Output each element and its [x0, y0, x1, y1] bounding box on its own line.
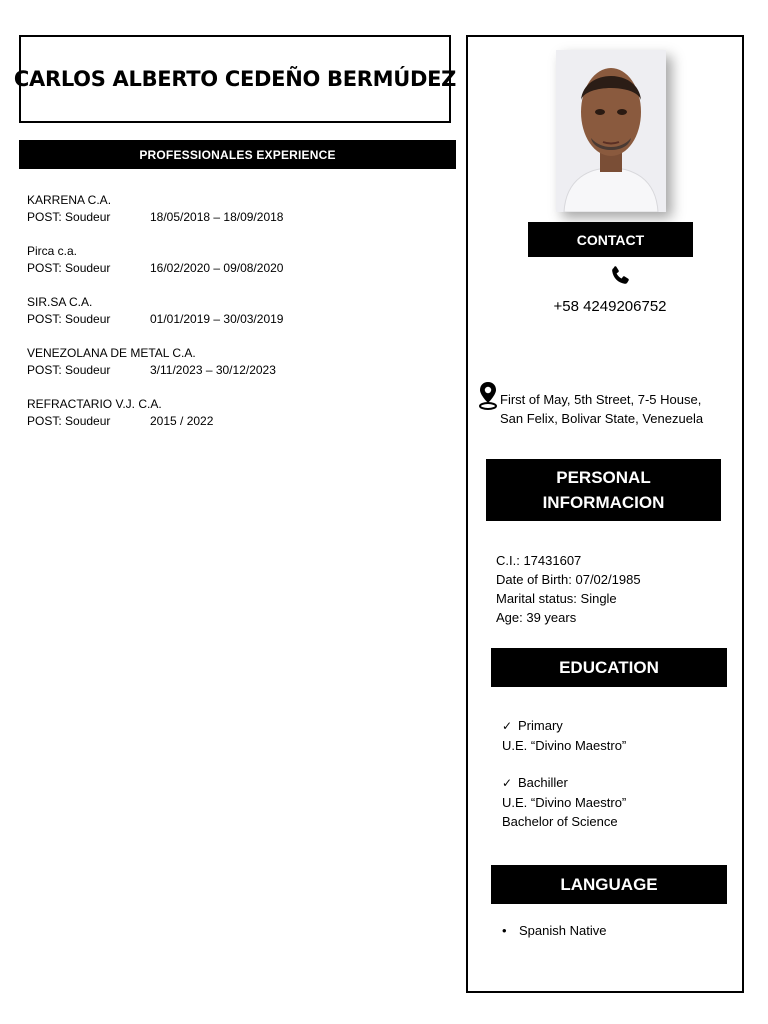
job-dates: 3/11/2023 – 30/12/2023	[150, 363, 276, 377]
job-company: KARRENA C.A.	[27, 193, 112, 207]
education-list	[502, 716, 626, 849]
language-heading: LANGUAGE	[491, 865, 727, 904]
job-company: REFRACTARIO V.J. C.A.	[27, 397, 162, 411]
education-item	[502, 773, 626, 831]
id-number: C.I.: 17431607	[496, 553, 582, 568]
language-item	[502, 923, 606, 938]
heading-line: INFORMACION	[542, 493, 665, 512]
address-line: San Felix, Bolivar State, Venezuela	[500, 411, 704, 426]
job-post: POST: Soudeur	[27, 261, 111, 275]
job-entry	[27, 192, 447, 226]
education-school: U.E. “Divino Maestro”	[502, 738, 627, 753]
education-level: Bachiller	[518, 775, 568, 790]
job-dates: 2015 / 2022	[150, 414, 214, 428]
language-name: Spanish Native	[519, 923, 607, 938]
date-of-birth: Date of Birth: 07/02/1985	[496, 572, 641, 587]
map-pin-icon	[478, 381, 498, 411]
contact-heading: CONTACT	[528, 222, 693, 257]
experience-list	[27, 192, 447, 447]
job-dates: 01/01/2019 – 30/03/2019	[150, 312, 284, 326]
bullet-icon: •	[502, 923, 507, 938]
job-post: POST: Soudeur	[27, 363, 111, 377]
job-post: POST: Soudeur	[27, 414, 111, 428]
job-company: Pirca c.a.	[27, 244, 78, 258]
education-degree: Bachelor of Science	[502, 814, 618, 829]
job-post: POST: Soudeur	[27, 312, 111, 326]
job-company: SIR.SA C.A.	[27, 295, 93, 309]
personal-info-heading	[486, 459, 721, 521]
language-list	[502, 923, 606, 938]
checkmark-icon: ✓	[502, 719, 513, 733]
education-school: U.E. “Divino Maestro”	[502, 795, 627, 810]
job-dates: 18/05/2018 – 18/09/2018	[150, 210, 284, 224]
profile-photo	[556, 50, 666, 212]
full-name: CARLOS ALBERTO CEDEÑO BERMÚDEZ	[13, 67, 457, 91]
job-entry	[27, 345, 447, 379]
personal-info-list	[496, 551, 641, 627]
experience-heading: PROFESSIONALES EXPERIENCE	[19, 140, 456, 169]
address-line: First of May, 5th Street, 7-5 House,	[500, 392, 702, 407]
education-item	[502, 716, 626, 755]
age: Age: 39 years	[496, 610, 577, 625]
heading-line: PERSONAL	[556, 468, 651, 487]
job-entry	[27, 243, 447, 277]
phone-number: +58 4249206752	[553, 298, 667, 315]
job-post: POST: Soudeur	[27, 210, 111, 224]
education-level: Primary	[518, 718, 563, 733]
education-heading: EDUCATION	[491, 648, 727, 687]
name-header	[13, 35, 457, 123]
job-company: VENEZOLANA DE METAL C.A.	[27, 346, 196, 360]
marital-status: Marital status: Single	[496, 591, 617, 606]
job-dates: 16/02/2020 – 09/08/2020	[150, 261, 284, 275]
address	[500, 390, 740, 428]
checkmark-icon: ✓	[502, 776, 513, 790]
job-entry	[27, 294, 447, 328]
phone-icon	[607, 264, 633, 288]
job-entry	[27, 396, 447, 430]
